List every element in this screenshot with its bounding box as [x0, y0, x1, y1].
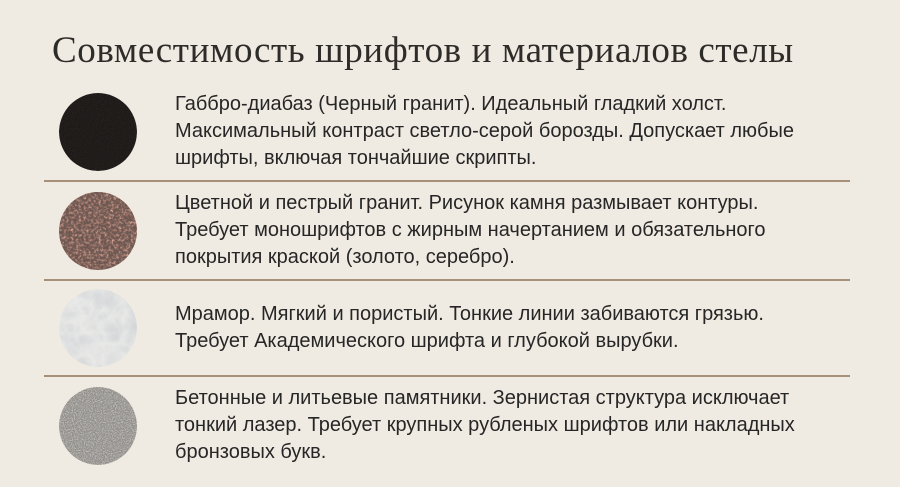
material-list: [44, 83, 850, 474]
material-description: Цветной и пестрый гранит. Рисунок камня размывает контуры. Требует моношрифтов с жирным начертанием и обязательного покрытия краской (золото, серебро).: [175, 192, 766, 269]
marble-swatch-icon: [59, 289, 137, 367]
red-granite-swatch-icon: [59, 192, 137, 270]
material-row-concrete: [44, 377, 850, 474]
page-title: Совместимость шрифтов и материалов стелы: [52, 30, 794, 71]
material-description: Габбро-диабаз (Черный гранит). Идеальный гладкий холст. Максимальный контраст светло-серой борозды. Допускает любые шрифты, включая тончайшие скрипты.: [175, 93, 794, 170]
material-row-marble: [44, 281, 850, 377]
material-row-red-granite: [44, 182, 850, 281]
black-granite-swatch-icon: [59, 93, 137, 171]
material-row-black-granite: [44, 83, 850, 182]
material-description: Бетонные и литьевые памятники. Зернистая структура исключает тонкий лазер. Требует крупных рубленых шрифтов или накладных бронзовых букв.: [175, 387, 795, 464]
concrete-swatch-icon: [59, 387, 137, 465]
material-description: Мрамор. Мягкий и пористый. Тонкие линии забиваются грязью. Требует Академического шрифта и глубокой вырубки.: [175, 303, 764, 353]
